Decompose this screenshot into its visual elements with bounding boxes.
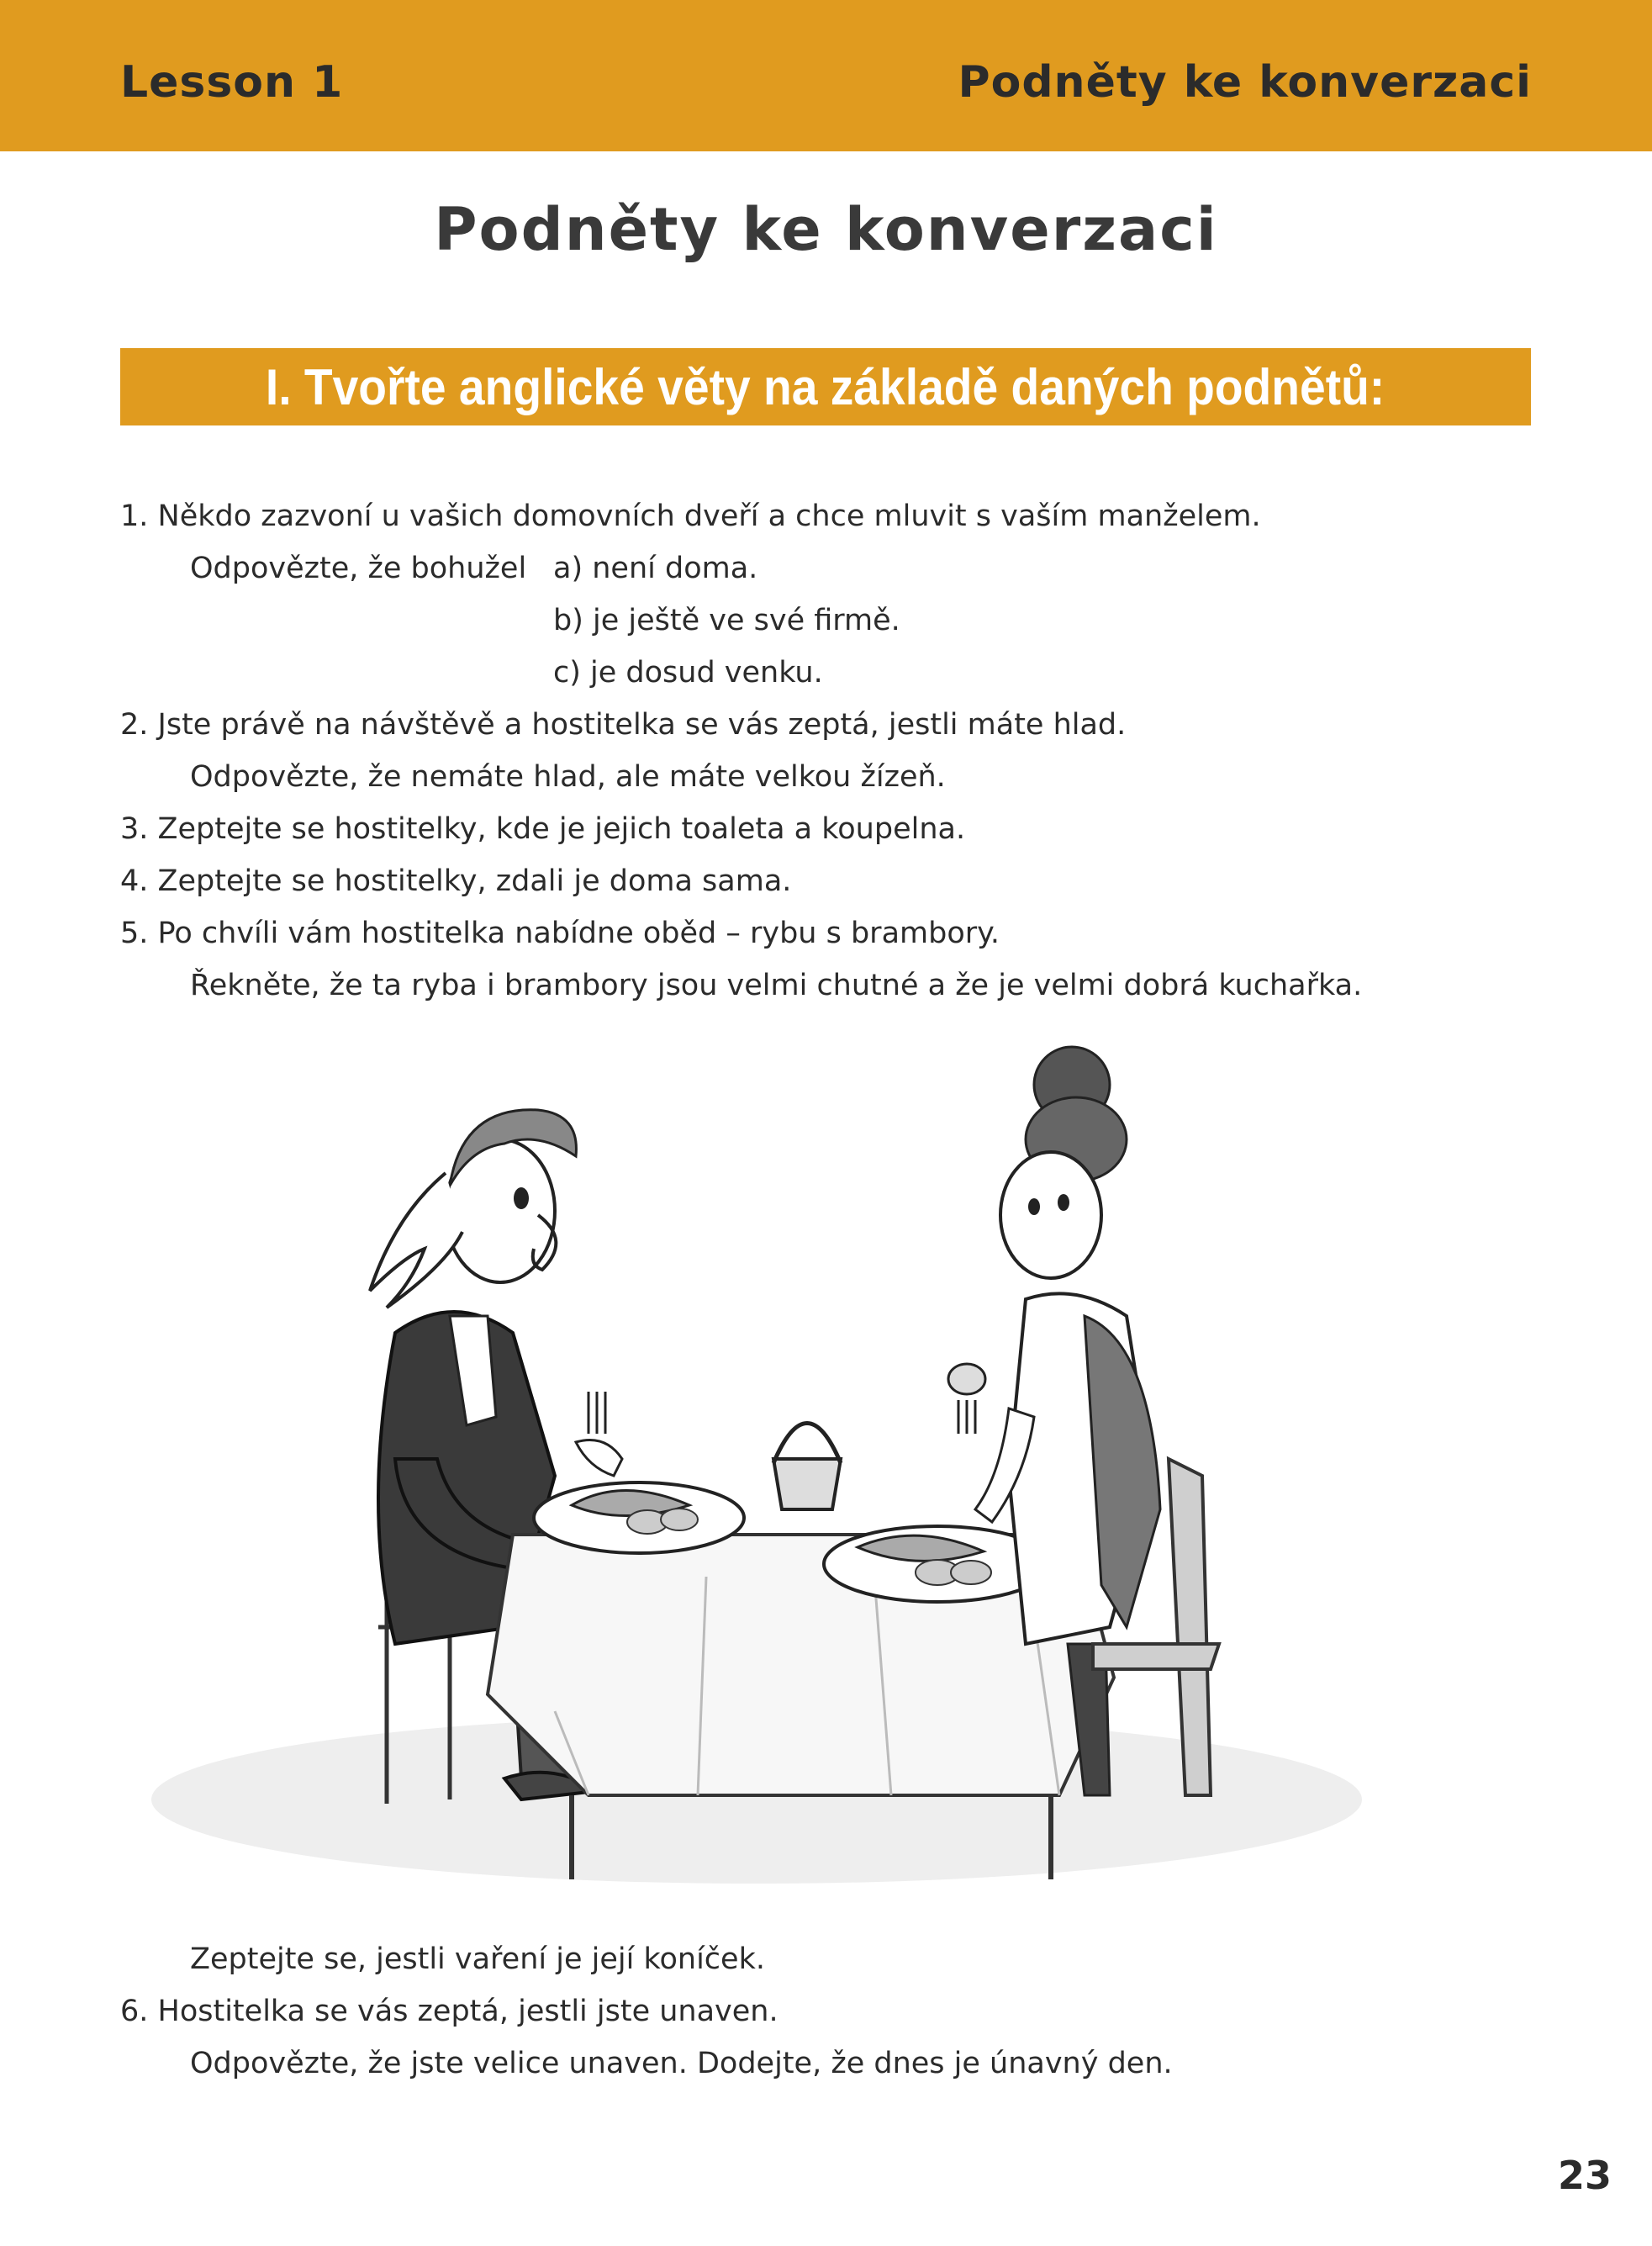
exercise-item-2-sub: Odpovězte, že nemáte hlad, ale máte velkou žízeň. [190, 760, 946, 794]
dinner-illustration [118, 1038, 1379, 1905]
topic-label: Podněty ke konverzaci [958, 57, 1532, 108]
lesson-label: Lesson 1 [120, 57, 344, 108]
option-c: c) je dosud venku. [553, 656, 823, 690]
page-title: Podněty ke konverzaci [434, 195, 1218, 264]
page-number: 23 [1557, 2153, 1612, 2198]
exercise-item-6-sub: Odpovězte, že jste velice unaven. Dodejte, že dnes je únavný den. [190, 2047, 1173, 2080]
bread-basket [773, 1424, 841, 1510]
exercise-item-3: 3. Zeptejte se hostitelky, kde je jejich toaleta a koupelna. [120, 812, 966, 846]
exercise-item-5-sub: Řekněte, že ta ryba i brambory jsou velmi chutné a že je velmi dobrá kuchařka. [190, 969, 1363, 1002]
option-a: a) není doma. [553, 552, 758, 585]
exercise-item-4: 4. Zeptejte se hostitelky, zdali je doma sama. [120, 864, 792, 898]
exercise-item-6: 6. Hostitelka se vás zeptá, jestli jste unaven. [120, 1995, 778, 2028]
option-b: b) je ještě ve své firmě. [553, 604, 900, 637]
exercise-list [120, 490, 1549, 1012]
exercise-list-continued [120, 1933, 1549, 2090]
exercise-item-2: 2. Jste právě na návštěvě a hostitelka se vás zeptá, jestli máte hlad. [120, 708, 1127, 742]
header-band [0, 0, 1652, 151]
man-plate [534, 1482, 744, 1553]
exercise-item-5-sub-2: Zeptejte se, jestli vaření je její koníček. [190, 1942, 765, 1976]
exercise-item-1: 1. Někdo zazvoní u vašich domovních dveří a chce mluvit s vaším manželem. [120, 499, 1261, 533]
exercise-item-1-options [120, 542, 1549, 699]
exercise-item-1-prompt: Odpovězte, že bohužel [190, 552, 527, 585]
section-heading: I. Tvořte anglické věty na základě daných podnětů: [266, 358, 1385, 415]
exercise-item-5: 5. Po chvíli vám hostitelka nabídne oběd – rybu s brambory. [120, 917, 1000, 950]
section-heading-bar [120, 348, 1531, 425]
